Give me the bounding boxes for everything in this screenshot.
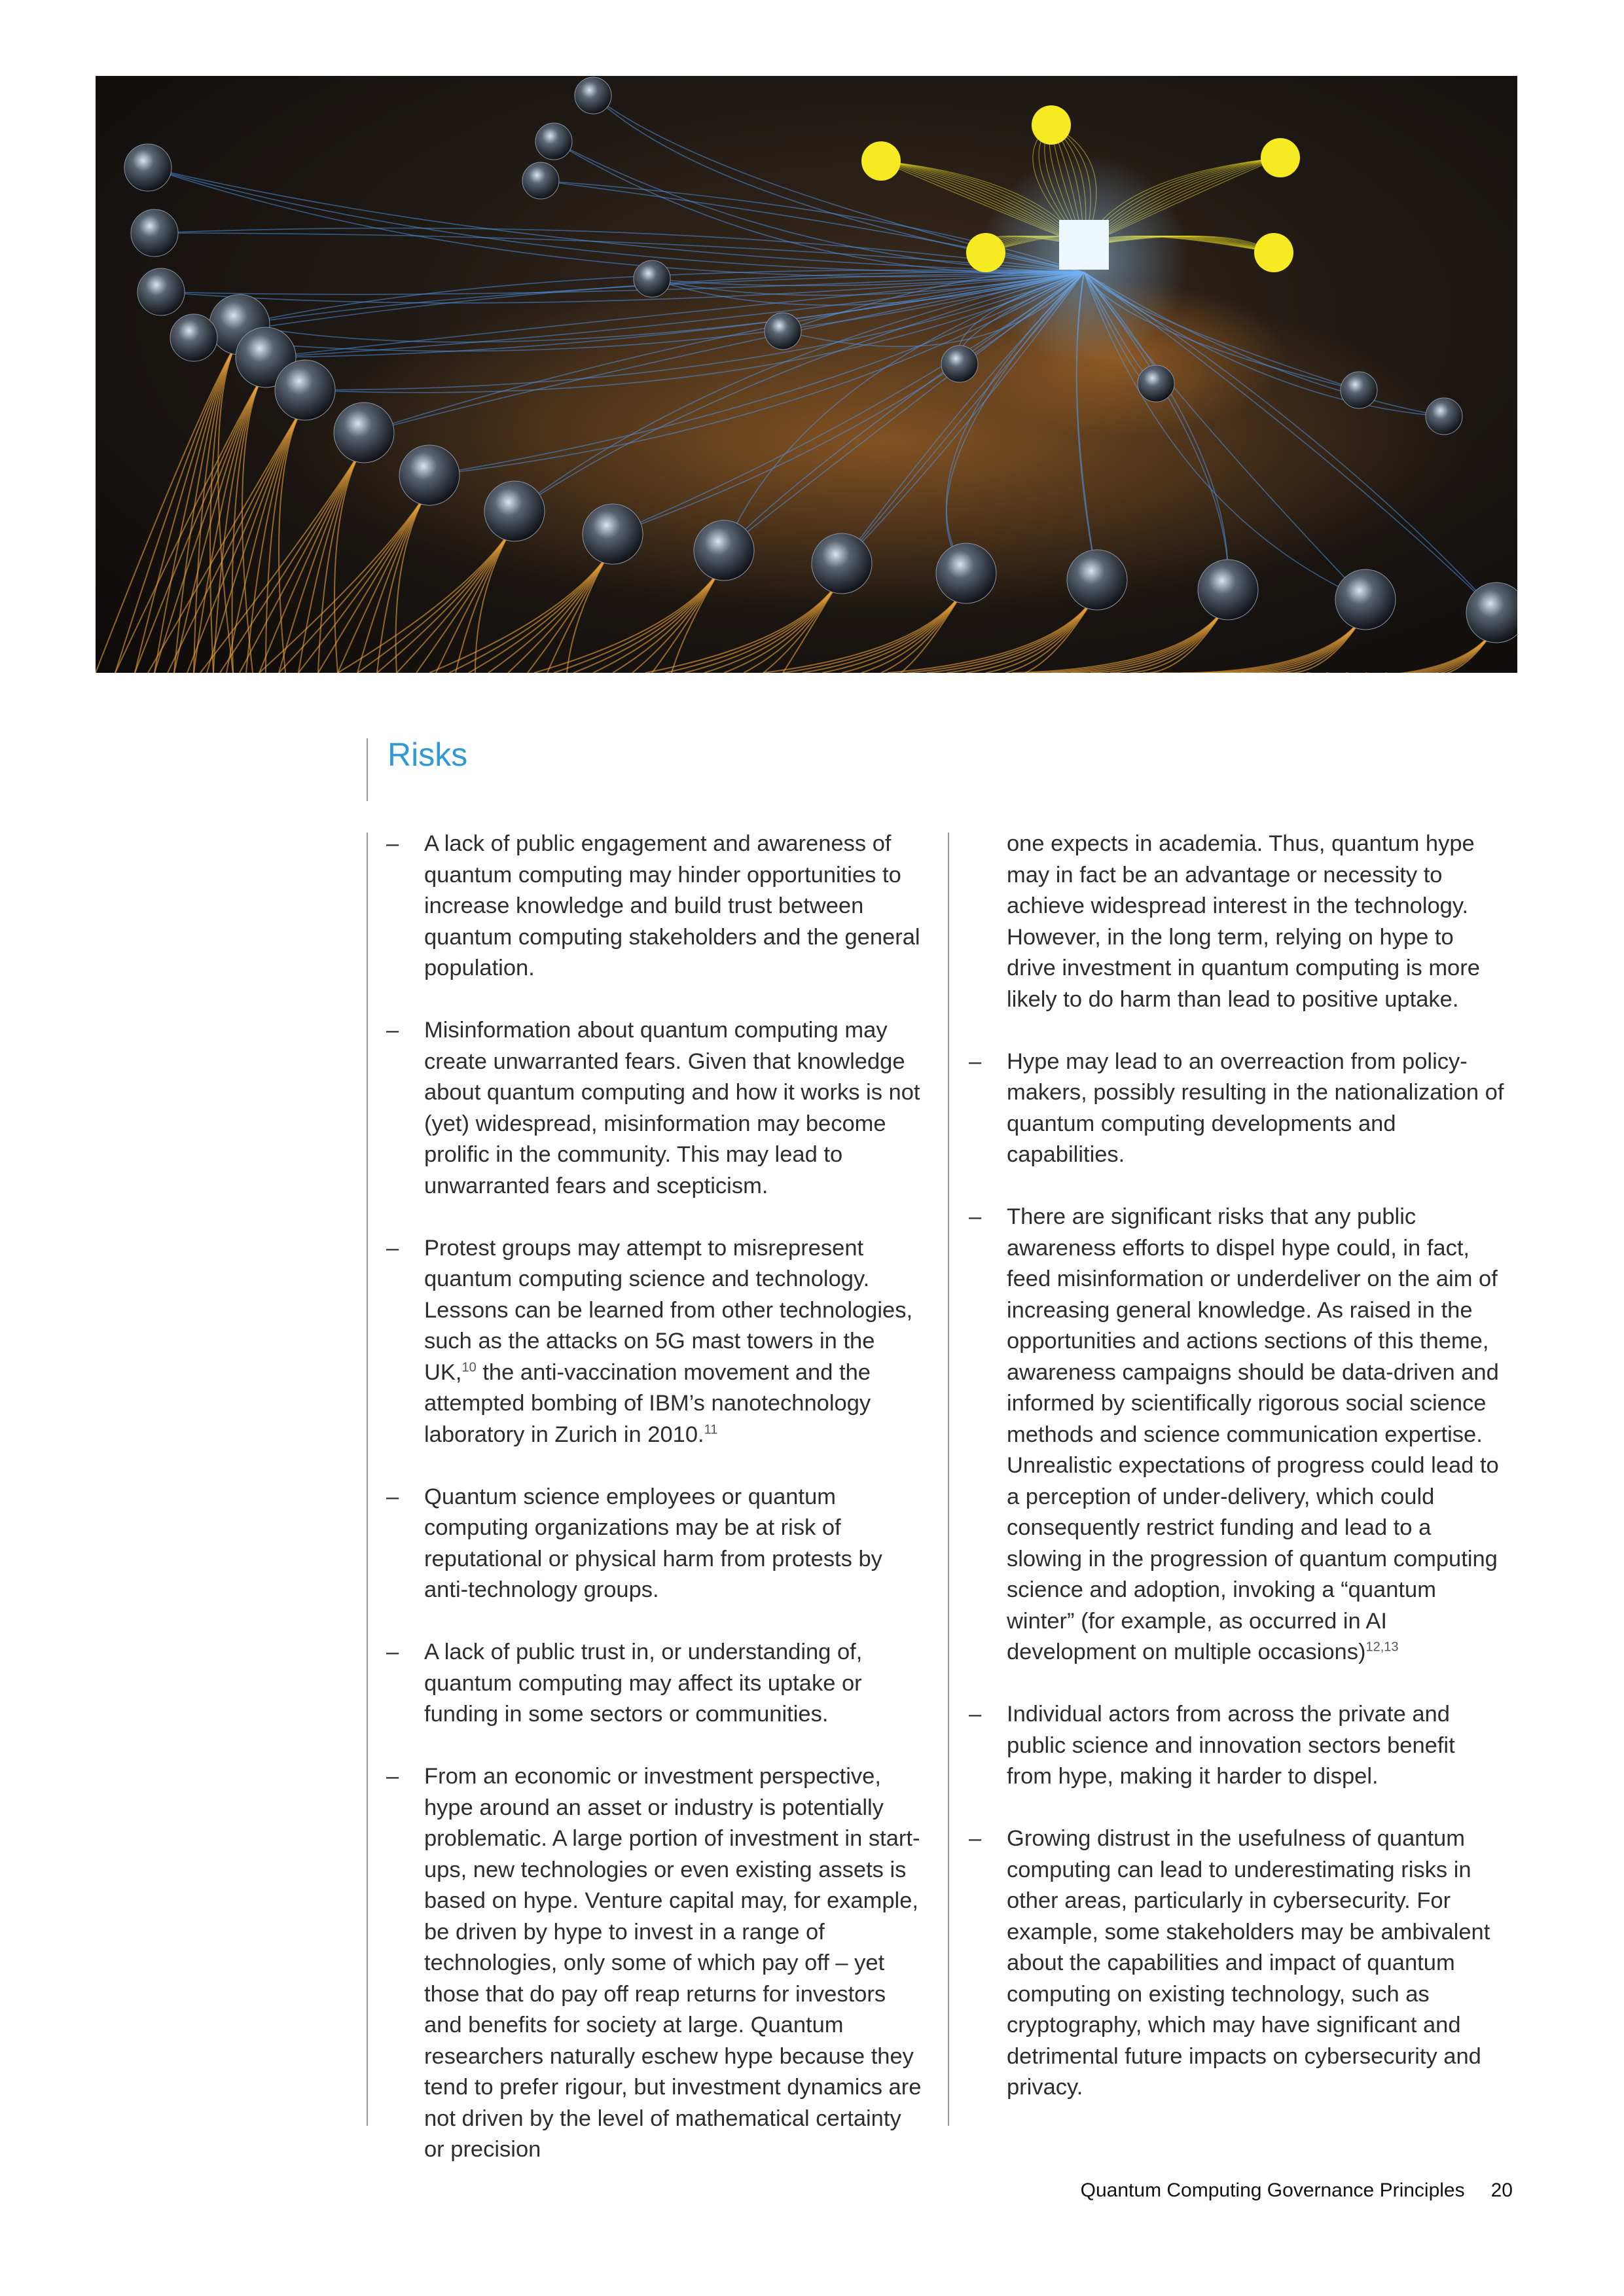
floor-glow (292, 272, 1470, 613)
risk-list-right (969, 1047, 1506, 2104)
glass-sphere (334, 403, 394, 463)
list-item (969, 1699, 1506, 1793)
list-item (386, 1761, 923, 2166)
glass-sphere (634, 260, 670, 297)
glass-sphere (575, 77, 611, 114)
yellow-node (1254, 233, 1293, 272)
yellow-node (1261, 138, 1300, 177)
glass-sphere (131, 209, 178, 257)
glass-sphere (1335, 569, 1396, 630)
glass-sphere (812, 533, 872, 594)
list-item (969, 1202, 1506, 1668)
bullet-dash: – (386, 1484, 399, 1509)
glass-sphere (170, 314, 217, 361)
list-item-text: Protest groups may attempt to misrepresent quantum computing science and technology. Lessons can be learned from other technologies, such as the attacks on 5G mast towers in the UK, (424, 1235, 913, 1385)
title-divider (367, 738, 368, 801)
glass-sphere (1426, 398, 1462, 435)
network-line (148, 168, 1084, 272)
glass-sphere (1198, 560, 1258, 620)
left-column-divider (367, 833, 368, 2126)
left-column (386, 829, 923, 2197)
glass-sphere (484, 481, 545, 541)
glass-sphere (583, 504, 643, 564)
footnote-ref: 10 (461, 1360, 477, 1374)
bullet-dash: – (969, 1826, 982, 1851)
light-beam (1287, 626, 1496, 673)
risk-list-left (386, 829, 923, 2166)
glass-sphere (765, 313, 801, 350)
glass-sphere (399, 445, 460, 505)
yellow-node (861, 141, 901, 181)
list-item-text: Hype may lead to an overreaction from policy-makers, possibly resulting in the nationalization of quantum computing developments and capabilities. (1007, 1049, 1504, 1167)
list-item (386, 1637, 923, 1731)
yellow-node (966, 233, 1005, 272)
hero-image (96, 76, 1517, 673)
network-line (148, 168, 1084, 277)
glass-sphere (275, 360, 335, 420)
list-item-text: the anti-vaccination movement and the attempted bombing of IBM’s nanotechnology laboratory in Zurich in 2010. (424, 1359, 871, 1447)
glass-sphere (124, 144, 171, 191)
glass-sphere (522, 162, 559, 199)
list-item (969, 1823, 1506, 2104)
glass-sphere (694, 520, 754, 581)
continued-paragraph: one expects in academia. Thus, quantum hype may in fact be an advantage or necessity to achieve widespread interest in the technology. However, in the long term, relying on hype to drive investment in quantum computing is more likely to do harm than lead to positive uptake. (1007, 831, 1480, 1012)
list-item (386, 1015, 923, 1202)
footnote-ref: 12,13 (1365, 1640, 1399, 1655)
right-column (969, 829, 1506, 2134)
glass-sphere (1138, 365, 1174, 402)
page-footer (1081, 2179, 1513, 2202)
footer-title: Quantum Computing Governance Principles (1080, 2179, 1465, 2201)
network-line (148, 168, 1084, 273)
glass-sphere (941, 346, 978, 382)
bullet-dash: – (386, 1018, 399, 1043)
list-item-text: A lack of public trust in, or understanding of, quantum computing may affect its uptake or funding in some sectors or communities. (424, 1640, 863, 1727)
list-item-text: Growing distrust in the usefulness of quantum computing can lead to underestimating risks in other areas, particularly in cybersecurity. For example, some stakeholders may be ambivalent about the capabilities and impact of quantum computing on existing technology, such as cryptography, which may have significant and detrimental future impacts on cybersecurity and privacy. (1007, 1826, 1490, 2100)
glass-sphere (936, 543, 996, 603)
glass-sphere (1341, 372, 1377, 408)
list-item (969, 1047, 1506, 1171)
list-item-text: From an economic or investment perspective, hype around an asset or industry is potentially problematic. A large portion of investment in start-ups, new technologies or even existing assets is based on hype. Venture capital may, for example, be driven by hype to invest in a range of technologies, only some of which pay off – yet those that do pay off reap returns for investors and benefits for society at large. Quantum researchers naturally eschew hype because they tend to prefer rigour, but investment dynamics are not driven by the level of mathematical certainty or precision (424, 1764, 922, 2162)
list-item-text: Quantum science employees or quantum computing organizations may be at risk of reputational or physical harm from protests by anti-technology groups. (424, 1484, 882, 1602)
hub-cube (1059, 220, 1109, 270)
list-item (386, 1233, 923, 1451)
glass-sphere (137, 268, 185, 315)
middle-column-divider (948, 833, 949, 2126)
list-item (386, 829, 923, 984)
network-line (154, 233, 1084, 272)
list-item (386, 1482, 923, 1606)
light-beam (213, 370, 266, 673)
list-item-text: Individual actors from across the private and public science and innovation sectors benefit from hype, making it harder to dispel. (1007, 1702, 1455, 1789)
bullet-dash: – (969, 1702, 982, 1727)
footnote-ref: 11 (704, 1422, 718, 1437)
bullet-dash: – (969, 1204, 982, 1229)
bullet-dash: – (386, 1235, 399, 1261)
list-item-text: There are significant risks that any public awareness efforts to dispel hype could, in fact, feed misinformation or underdeliver on the aim of increasing general knowledge. As raised in the opportunities and actions sections of this theme, awareness campaigns should be data-driven and informed by scientifically rigorous social science methods and science communication expertise. Unrealistic expectations of progress could lead to a perception of under-delivery, which could consequently restrict funding and lead to a slowing in the progression of quantum computing science and adoption, invoking a “quantum winter” (for example, as occurred in AI development on multiple occasions) (1007, 1204, 1499, 1664)
bullet-dash: – (386, 831, 399, 856)
bullet-dash: – (386, 1640, 399, 1664)
glass-sphere (535, 123, 572, 160)
bullet-dash: – (969, 1049, 982, 1074)
list-item-text: Misinformation about quantum computing may create unwarranted fears. Given that knowledge about quantum computing and how it works is not (yet) widespread, misinformation may become prolific in the community. This may lead to unwarranted fears and scepticism. (424, 1018, 920, 1198)
page-number: 20 (1490, 2179, 1513, 2201)
list-item-text: A lack of public engagement and awareness of quantum computing may hinder opportunities to increase knowledge and build trust between quantum computing stakeholders and the general population. (424, 831, 920, 980)
bullet-dash: – (386, 1764, 399, 1789)
glass-sphere (1067, 550, 1127, 610)
light-beam (1143, 613, 1365, 673)
yellow-node (1032, 105, 1071, 145)
quantum-network-illustration (96, 76, 1517, 673)
section-title: Risks (388, 736, 468, 773)
